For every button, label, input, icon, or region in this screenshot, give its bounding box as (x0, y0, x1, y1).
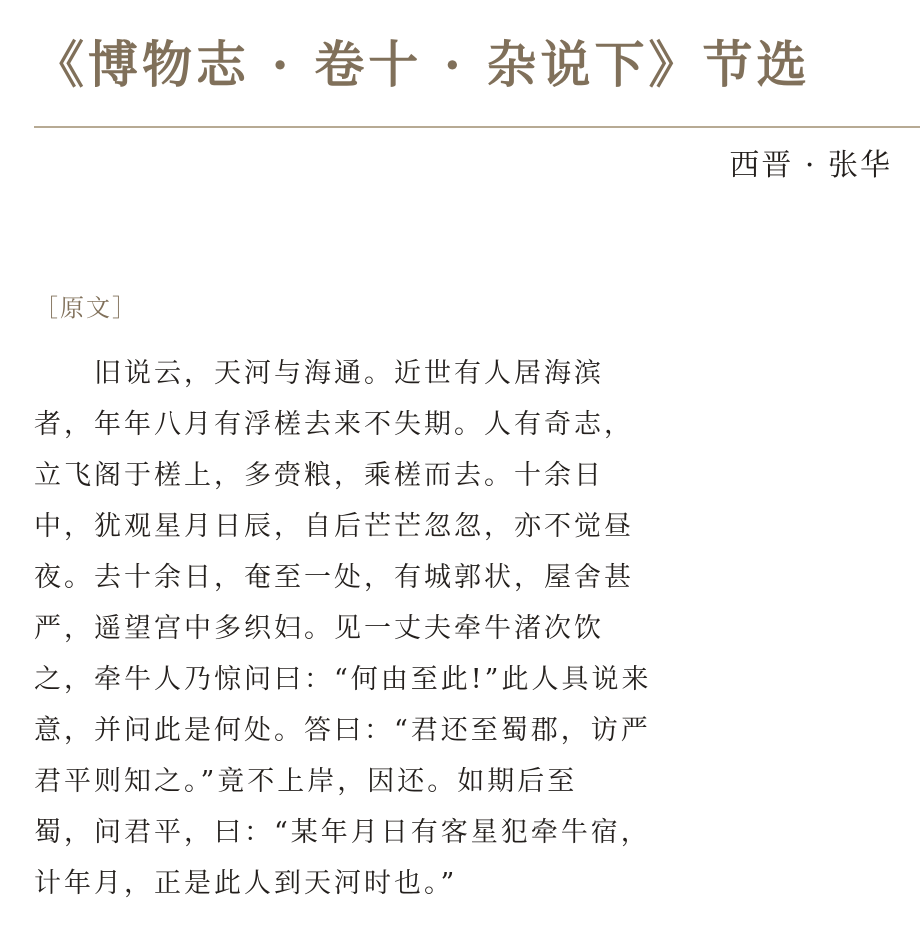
page-title: 《博物志 · 卷十 · 杂说下》节选 (34, 35, 811, 94)
text-line: 君平则知之。”竟不上岸，因还。如期后至 (34, 766, 578, 797)
text-line: 旧说云，天河与海通。近世有人居海滨 (34, 358, 604, 389)
text-line: 严，遥望宫中多织妇。见一丈夫牵牛渚次饮 (34, 613, 604, 644)
text-line: 计年月，正是此人到天河时也。” (34, 868, 458, 899)
text-line: 者，年年八月有浮槎去来不失期。人有奇志， (34, 409, 634, 440)
text-line: 之，牵牛人乃惊问曰：“何由至此!”此人具说来 (34, 664, 652, 695)
title-divider (34, 126, 920, 128)
text-line: 意，并问此是何处。答曰：“君还至蜀郡，访严 (34, 715, 651, 746)
text-line: 蜀，问君平，曰：“某年月日有客星犯牵牛宿， (34, 817, 651, 848)
text-line: 立飞阁于槎上，多赍粮，乘槎而去。十余日 (34, 460, 604, 491)
original-text-body (34, 348, 651, 909)
text-line: 夜。去十余日，奄至一处，有城郭状，屋舍甚 (34, 562, 634, 593)
section-label-original-text: ［原文］ (34, 294, 138, 322)
author-byline: 西晋 · 张华 (729, 148, 892, 183)
text-line: 中，犹观星月日辰，自后芒芒忽忽，亦不觉昼 (34, 511, 634, 542)
